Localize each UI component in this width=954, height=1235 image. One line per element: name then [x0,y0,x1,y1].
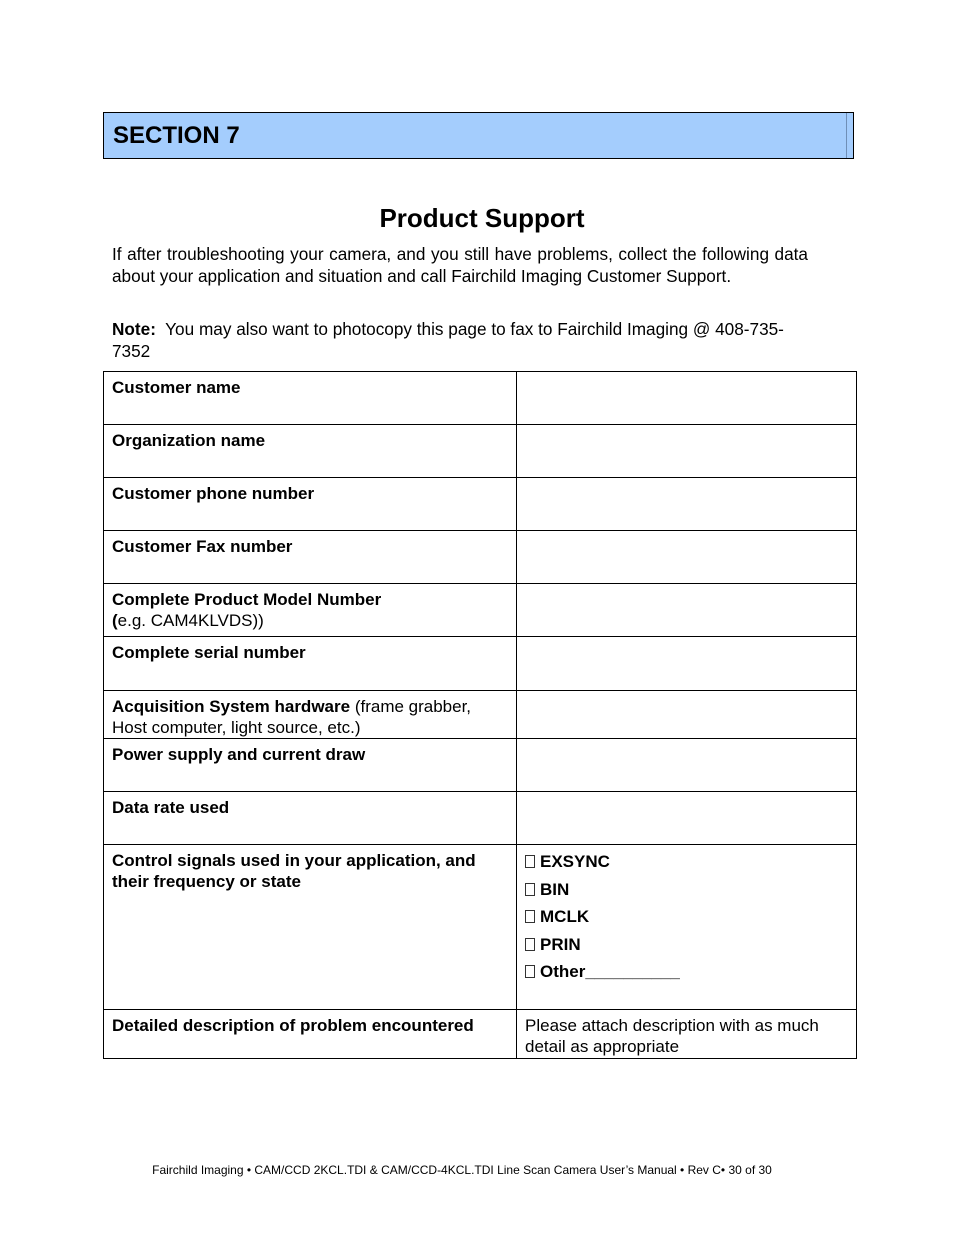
support-form-table [103,371,857,1059]
table-row [104,845,857,1010]
product-model-field[interactable] [517,584,857,637]
serial-number-label: Complete serial number [112,643,306,662]
customer-name-label: Customer name [112,378,241,397]
table-row [104,792,857,845]
field-label-cell [104,531,517,584]
problem-description-text: Please attach description with as much detail as appropriate [525,1016,819,1056]
option-bin[interactable]: BIN [525,876,848,904]
table-row [104,531,857,584]
table-row [104,584,857,637]
customer-name-field[interactable] [517,372,857,425]
option-prin[interactable]: PRIN [525,931,848,959]
field-label-cell [104,1010,517,1059]
field-label-cell [104,637,517,691]
page-footer: Fairchild Imaging • CAM/CCD 2KCL.TDI & CAM/CCD-4KCL.TDI Line Scan Camera User’s Manual • Rev C• 30 of 30 [152,1163,772,1177]
control-signals-options [517,845,857,1010]
table-row [104,478,857,531]
customer-phone-field[interactable] [517,478,857,531]
organization-name-field[interactable] [517,425,857,478]
customer-fax-label: Customer Fax number [112,537,293,556]
field-label-cell [104,425,517,478]
field-label-cell [104,478,517,531]
table-row [104,1010,857,1059]
organization-name-label: Organization name [112,431,266,450]
product-model-hint: (e.g. CAM4KLVDS)) [112,611,264,630]
customer-fax-field[interactable] [517,531,857,584]
checkbox-icon[interactable] [525,965,535,978]
problem-description-label: Detailed description of problem encountered [112,1016,474,1035]
table-row [104,425,857,478]
note-text: You may also want to photocopy this page to fax to Fairchild Imaging @ 408-735-7352 [112,319,784,361]
option-other[interactable]: Other__________ [525,958,848,986]
product-model-label: Complete Product Model Number [112,590,382,609]
checkbox-icon[interactable] [525,855,535,868]
option-exsync[interactable]: EXSYNC [525,848,848,876]
intro-paragraph: If after troubleshooting your camera, and you still have problems, collect the following data about your application and situation and call Fairchild Imaging Customer Support. [112,244,808,286]
page-title: Product Support [379,203,585,233]
acquisition-label: Acquisition System hardware [112,697,351,716]
table-row [104,372,857,425]
section-heading: SECTION 7 [113,122,240,149]
data-rate-field[interactable] [517,792,857,845]
field-label-cell [104,792,517,845]
field-label-cell [104,372,517,425]
acquisition-hint: (frame grabber, Host computer, light source, etc.) [112,697,472,737]
note-label: Note: [112,319,156,339]
option-mclk[interactable]: MCLK [525,903,848,931]
power-supply-field[interactable] [517,739,857,792]
checkbox-icon[interactable] [525,910,535,923]
checkbox-icon[interactable] [525,883,535,896]
table-row [104,739,857,792]
control-signals-label: Control signals used in your application, and their frequency or state [112,851,476,891]
serial-number-field[interactable] [517,637,857,691]
field-label-cell [104,845,517,1010]
acquisition-field[interactable] [517,691,857,739]
field-label-cell [104,739,517,792]
power-supply-label: Power supply and current draw [112,745,366,764]
field-label-cell [104,691,517,739]
note-paragraph [112,318,812,362]
table-row [104,691,857,739]
customer-phone-label: Customer phone number [112,484,315,503]
data-rate-label: Data rate used [112,798,230,817]
section-banner [103,112,854,159]
checkbox-icon[interactable] [525,938,535,951]
problem-description-field[interactable] [517,1010,857,1059]
table-row [104,637,857,691]
field-label-cell [104,584,517,637]
